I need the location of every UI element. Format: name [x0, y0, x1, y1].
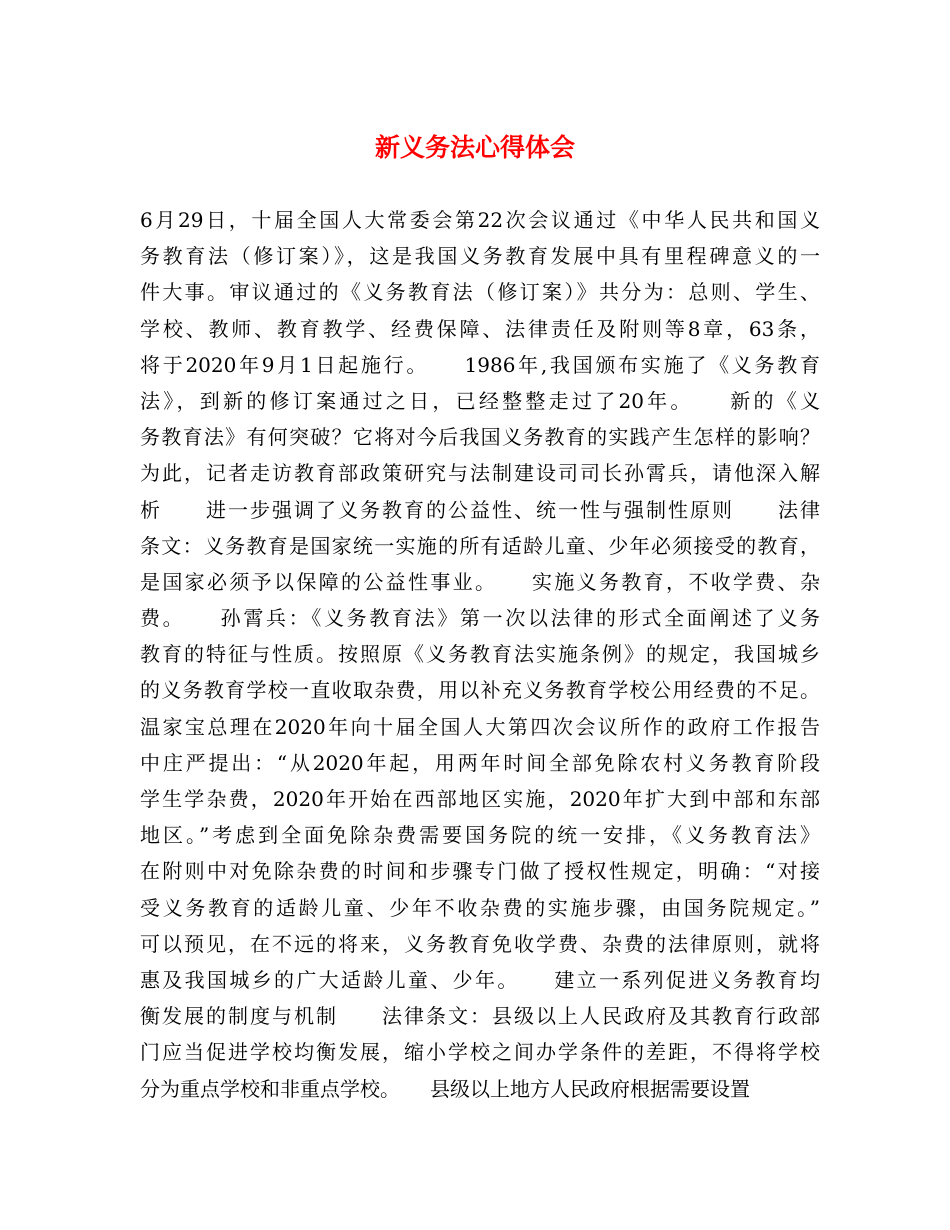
body-line: 分为重点学校和非重点学校。 县级以上地方人民政府根据需要设置	[140, 1076, 750, 1101]
body-line: 法》，到新的修订案通过之日，已经整整走过了20年。 新的《义	[140, 388, 820, 413]
document-title: 新义务法心得体会	[374, 133, 575, 162]
body-line: 惠及我国城乡的广大适龄儿童、少年。 建立一系列促进义务教育均	[140, 967, 820, 992]
body-line: 6月29日，十届全国人大常委会第22次会议通过《中华人民共和国义	[140, 208, 820, 232]
body-line: 学生学杂费，2020年开始在西部地区实施，2020年扩大到中部和东部	[140, 787, 820, 811]
body-line: 条文：义务教育是国家统一实施的所有适龄儿童、少年必须接受的教育，	[140, 533, 820, 558]
body-line: 的义务教育学校一直收取杂费，用以补充义务教育学校公用经费的不足。	[140, 678, 820, 703]
body-line: 温家宝总理在2020年向十届全国人大第四次会议所作的政府工作报告	[140, 714, 820, 739]
body-line: 地区。”考虑到全面免除杂费需要国务院的统一安排，《义务教育法》	[140, 823, 820, 848]
body-line: 析 进一步强调了义务教育的公益性、统一性与强制性原则 法律	[140, 497, 820, 522]
body-line: 门应当促进学校均衡发展，缩小学校之间办学条件的差距，不得将学校	[140, 1040, 820, 1065]
body-line: 中庄严提出：“从2020年起，用两年时间全部免除农村义务教育阶段	[140, 750, 820, 775]
body-line: 在附则中对免除杂费的时间和步骤专门做了授权性规定，明确：“对接	[140, 859, 820, 884]
body-line: 衡发展的制度与机制 法律条文：县级以上人民政府及其教育行政部	[140, 1004, 820, 1029]
body-line: 为此，记者走访教育部政策研究与法制建设司司长孙霄兵，请他深入解	[140, 461, 820, 486]
body-line: 学校、教师、教育教学、经费保障、法律责任及附则等8章，63条，	[140, 316, 820, 341]
body-line: 受义务教育的适龄儿童、少年不收杂费的实施步骤，由国务院规定。”	[140, 895, 820, 920]
body-line: 教育的特征与性质。按照原《义务教育法实施条例》的规定，我国城乡	[140, 642, 820, 667]
body-line: 件大事。审议通过的《义务教育法（修订案）》共分为：总则、学生、	[140, 280, 820, 305]
body-line: 务教育法（修订案）》，这是我国义务教育发展中具有里程碑意义的一	[140, 244, 820, 269]
body-line: 务教育法》有何突破？它将对今后我国义务教育的实践产生怎样的影响？	[140, 425, 820, 450]
body-line: 费。 孙霄兵：《义务教育法》第一次以法律的形式全面阐述了义务	[140, 606, 820, 631]
document-body	[140, 202, 820, 1107]
body-line: 可以预见，在不远的将来，义务教育免收学费、杂费的法律原则，就将	[140, 931, 820, 956]
body-line: 是国家必须予以保障的公益性事业。 实施义务教育，不收学费、杂	[140, 569, 820, 594]
body-line: 将于2020年9月1日起施行。 1986年,我国颁布实施了《义务教育	[140, 352, 820, 377]
